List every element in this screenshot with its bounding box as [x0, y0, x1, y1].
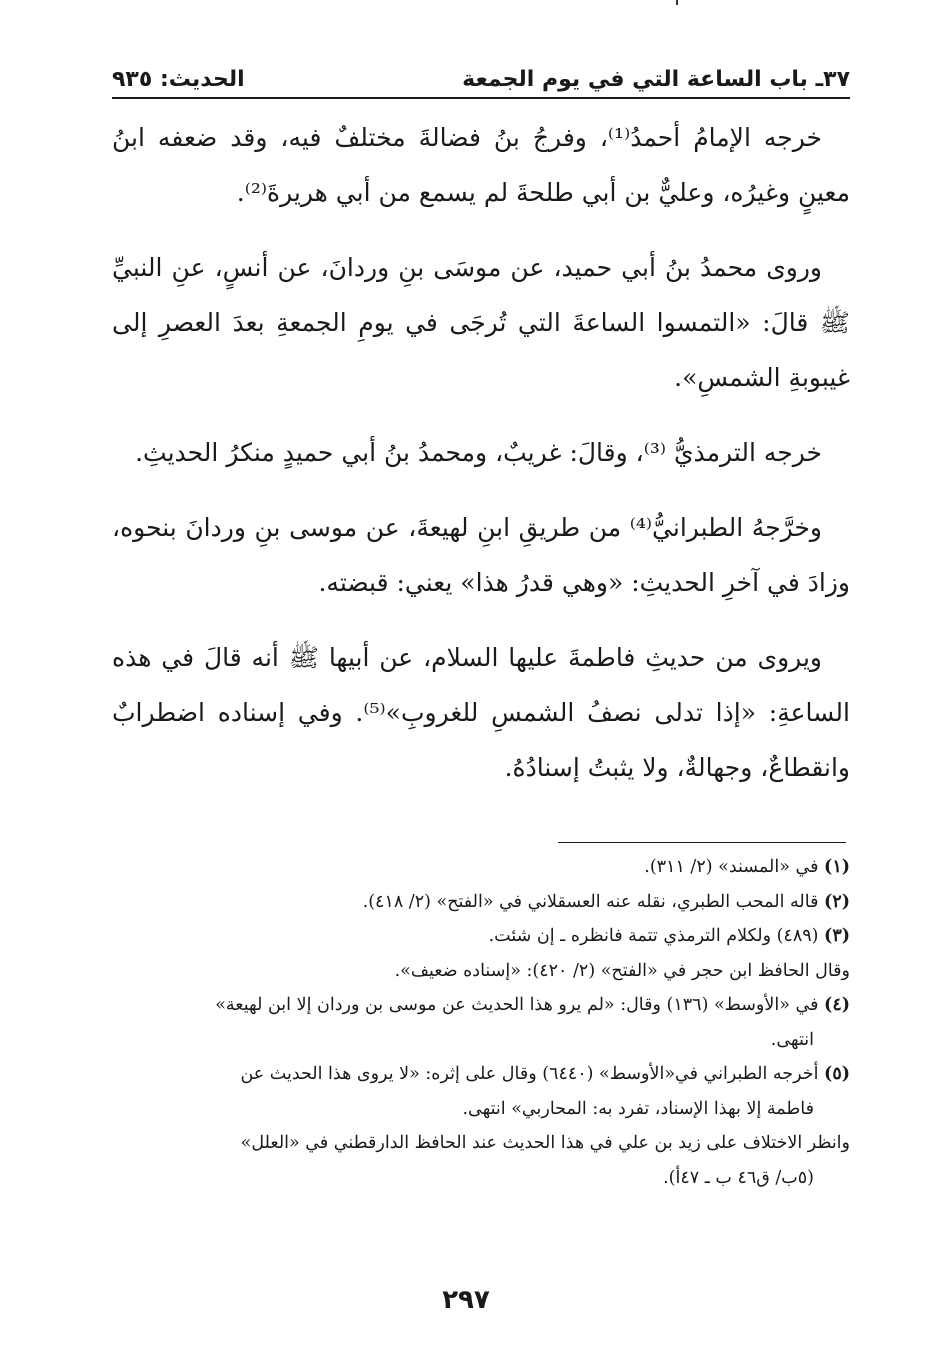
footnote-text: في «المسند» (٢/ ٣١١). — [644, 857, 819, 877]
footnote — [108, 988, 850, 1023]
footnote-continuation: انتهى. — [770, 1029, 814, 1050]
paragraph: خرجه الإمامُ أحمدُ⁽¹⁾، وفرجُ بنُ فضالةَ مختلفٌ فيه، وقد ضعفه ابنُ معينٍ وغيرُه، وعليٌّ بن أبي طلحةَ لم يسمع من أبي هريرةَ⁽²⁾. — [112, 123, 850, 207]
footnote-text: وقال الحافظ ابن حجر في «الفتح» (٢/ ٤٢٠): «إسناده ضعيف». — [394, 960, 850, 981]
footnote — [108, 954, 850, 989]
footnote-continuation: فاطمة إلا بهذا الإسناد، تفرد به: المحاربي» انتهى. — [462, 1098, 814, 1119]
footnote-number: (٣) — [824, 926, 850, 946]
footnote — [108, 850, 850, 885]
footnote-text: وانظر الاختلاف على زيد بن علي في هذا الحديث عند الحافظ الدارقطني في «العلل» — [240, 1133, 850, 1153]
paragraph: خرجه الترمذيُّ ⁽³⁾، وقالَ: غريبٌ، ومحمدُ بنُ أبي حميدٍ منكرُ الحديثِ. — [135, 438, 822, 467]
chapter-title: ٣٧ـ باب الساعة التي في يوم الجمعة — [462, 66, 850, 92]
paragraph: وروى محمدُ بنُ أبي حميد، عن موسَى بنِ وردانَ، عن أنسٍ، عنِ النبيِّ ﷺ قالَ: «التمسوا الساعةَ التي تُرجَى في يومِ الجمعةِ بعدَ العصرِ إلى غيبوبةِ الشمسِ». — [112, 253, 850, 392]
footnote-number: (٤) — [824, 995, 850, 1015]
footnote — [108, 919, 850, 954]
footnote-number: (٢) — [824, 891, 850, 912]
footnotes — [108, 850, 850, 1195]
footnote-text: قاله المحب الطبري، نقله عنه العسقلاني في «الفتح» (٢/ ٤١٨). — [362, 891, 819, 912]
page-number: ٢٩٧ — [442, 1285, 490, 1315]
footnote — [108, 885, 850, 920]
footnote-separator — [558, 842, 846, 843]
footnote-number: (٥) — [824, 1064, 850, 1084]
footnote-text: أخرجه الطبراني في«الأوسط» (٦٤٤٠) وقال على إثره: «لا يروى هذا الحديث عن — [240, 1064, 819, 1084]
footnote — [108, 1057, 850, 1092]
footnote-continuation: (٥ب/ ق٤٦ ب ـ ٤٧أ). — [663, 1167, 814, 1188]
paragraph: وخرَّجهُ الطبرانيُّ⁽⁴⁾ من طريقِ ابنِ لهيعةَ، عن موسى بنِ وردانَ بنحوه، وزادَ في آخرِ الحديثِ: «وهي قدرُ هذا» يعني: قبضته. — [112, 513, 850, 597]
footnote-number: (١) — [824, 857, 850, 877]
footnote-text: (٤٨٩) ولكلام الترمذي تتمة فانظره ـ إن شئت. — [488, 926, 819, 946]
footnote-text: في «الأوسط» (١٣٦) وقال: «لم يرو هذا الحديث عن موسى بن وردان إلا ابن لهيعة» — [215, 995, 819, 1015]
scan-mark — [676, 0, 678, 5]
main-text — [112, 110, 850, 815]
running-header — [112, 60, 850, 98]
hadith-reference: الحديث: ٩٣٥ — [112, 66, 245, 92]
header-rule — [112, 97, 850, 99]
footnote — [108, 1126, 850, 1161]
paragraph: ويروى من حديثِ فاطمةَ عليها السلام، عن أبيها ﷺ أنه قالَ في هذه الساعةِ: «إذا تدلى نصفُ الشمسِ للغروبِ»⁽⁵⁾. وفي إسناده اضطرابٌ وانقطاعٌ، وجهالةٌ، ولا يثبتُ إسنادُهُ. — [112, 643, 850, 782]
